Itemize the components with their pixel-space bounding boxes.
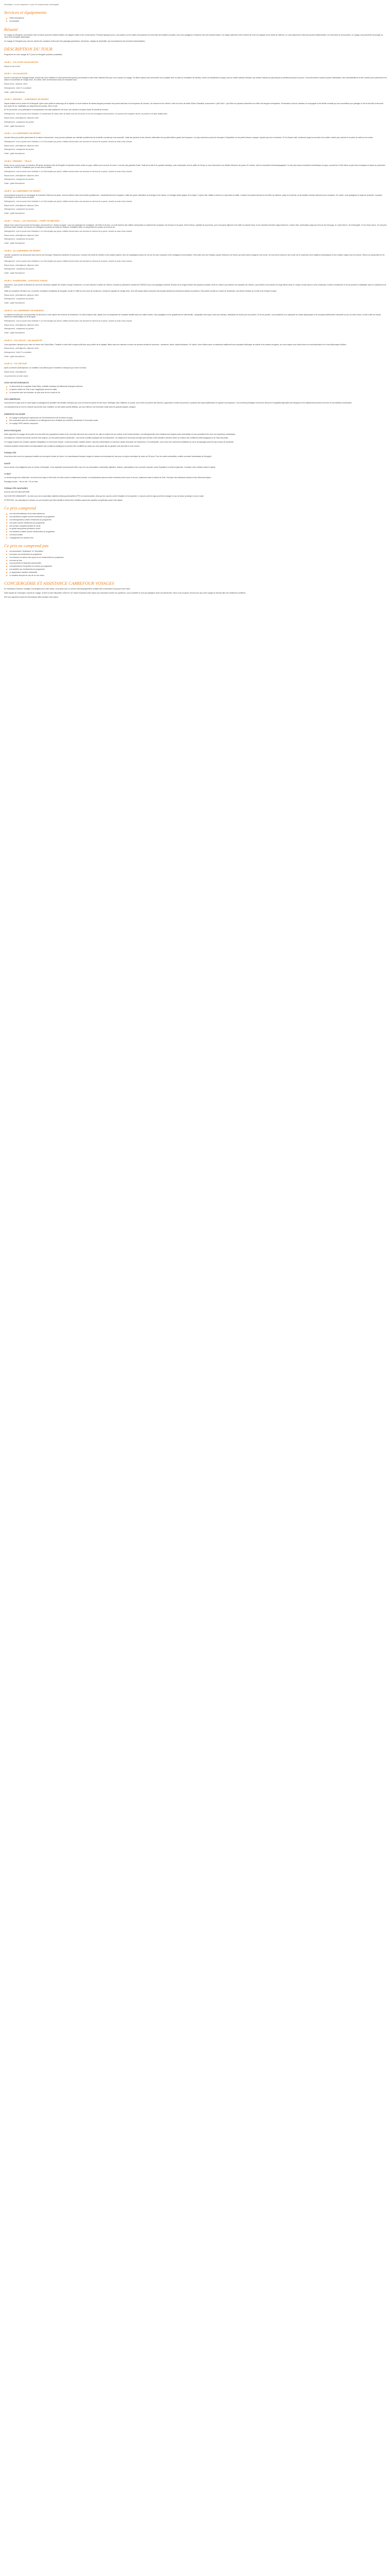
- day-meta: Guide : guide francophone: [4, 302, 25, 304]
- day-paragraph: Visite du monastère d'Erdene Zuu, le premier monastère bouddhiste de Mongolie, fondé en 1586 sur les ruines de Karakorum, l'ancienne capitale de Gengis Khan. Ses 108 stupas blancs entourent des temples abritant de précieuses statues et peintures. Découverte ensuite du musée de Kharkhorin, qui retrace l'histoire de la ville et de l'empire mongol.: [4, 290, 277, 292]
- sanitaires-heading: FORMALITÉS SANITAIRES: [4, 487, 28, 490]
- formalites-heading: FORMALITÉS: [4, 452, 17, 454]
- dimension-list: [4, 417, 387, 425]
- day-meta: Guide : guide francophone: [4, 332, 25, 334]
- list-item: Le fameux désert de Gobi et ses magnifiques dunes de sable: [9, 388, 387, 391]
- day-meta: Repas inclus : petit-déjeuner, déjeuner, dîner: [4, 204, 39, 207]
- day-meta: Repas inclus : petit-déjeuner, déjeuner, dîner: [4, 174, 39, 177]
- resume-paragraph: En voyage en Mongolie, reconnectez avec la nature parmi les vallées boisées, les steppes arides et les monts sacrés ! Pendant quelques jours, vous partirez sur les pistes chevauchant à la rencontre des familles nomades, dont vous partagerez l'existence hors des sentiers battus. Les étapes alternent entre le désert de Gobi, les steppes et les forêts de mélèzes, où vous séjournerez dans des yourtes traditionnelles. De rencontres en découvertes, ce voyage vous permettra de plonger au cœur de la Mongolie authentique.: [4, 33, 383, 39]
- list-item: L'encadrement et les guides non prévus au programme: [9, 565, 387, 567]
- day-meta: Guide : guide francophone: [4, 152, 25, 155]
- day-heading: JOUR 5 : ERDENET – TSUUJI: [4, 160, 31, 162]
- list-item: Les repas comme mentionnés au programme: [9, 522, 387, 524]
- services-list: [4, 17, 387, 22]
- climat-section: [4, 473, 387, 483]
- services-title: Services et équipements: [4, 10, 47, 15]
- day-block: [4, 250, 387, 275]
- dimension-heading: DIMENSION SOLIDAIRE: [4, 413, 25, 415]
- day-meta: Repas inclus : déjeuner, dîner: [4, 83, 27, 86]
- sante-section: [4, 463, 387, 468]
- list-item: Les hébergements comme mentionnés au programme: [9, 519, 387, 521]
- list-item: Les boissons en dehors des repas et non mentionnées au programme: [9, 556, 387, 558]
- resume-paragraph: Un voyage en Mongolie pour vivre au rythme des nomades et découvrir des paysages grandioses, immenses, chargés de spiritualité, qui vous laisseront des souvenirs impérissables.: [4, 40, 145, 42]
- day-heading: JOUR 7 : TSUUJI – LAC KHUVSGUL – FORÊT DE MÉLÈZES: [4, 219, 60, 222]
- day-paragraph: La matinée est libre pour vous permettre de découvrir à votre rythme les environs de Kharkhorin. En début d'après-midi, départ vers un campement de nomades installé dans une vallée voisine. Vous partagerez la vie quotidienne de cette famille : préparation des repas, soins aux animaux, fabrication du feutre pour les yourtes. En fin de journée, vous assisterez à un spectacle de chants diphoniques et de musique traditionnelle, interprété au son du morin khuur, la vièle à tête de cheval, instrument emblématique de la Mongolie.: [4, 313, 381, 318]
- list-item: Les transferts et trajets comme mentionnés au programme: [9, 516, 387, 518]
- conciergerie-paragraph: En choisissant Carrefour Voyages Conciergerie pour votre séjour, vous optez pour un service d'accompagnement complet dès la réservation et jusqu'à votre retour.: [4, 588, 131, 590]
- day-meta: Repas inclus : petit-déjeuner, déjeuner, dîner: [4, 324, 39, 326]
- day-meta: Hébergement : nuit en yourte chez l'habitant. Il ou 3 lits simples par yourte, toilettes sèches dans une structure en dehors de la yourte, douche au seau d'eau chaude.: [4, 230, 133, 232]
- day-heading: JOUR 11 : VOL KHOVD – OULAN-BATOR: [4, 339, 42, 342]
- day-block: [4, 363, 387, 377]
- inclus-section: [4, 505, 387, 539]
- day-heading: JOUR 10 : AU CAMPEMENT DE NOMADES: [4, 309, 44, 312]
- info-paragraph: Notre approche du voyage est de partir à la rencontre des populations locales et de vous faire découvrir leur mode de vie, dans le respect de leur culture et de l'environnement. Les hébergements chez l'habitant sont simples mais confortables et vous permettront de vivre une expérience authentique.: [4, 433, 236, 435]
- day-heading: JOUR 2 : OULAN-BATOR: [4, 73, 28, 75]
- list-item: Les frais de visa: [9, 560, 387, 562]
- inclus-list: [4, 513, 387, 539]
- day-meta: Hébergement : campement de yourtes: [4, 121, 34, 123]
- day-heading: JOUR 12 : VOL RETOUR: [4, 363, 27, 365]
- day-paragraph: Route vers le nord du pays, en direction d'Erdenet, deuxième ville de Mongolie et important centre minier du pays, célèbre pour sa mine de cuivre, l'une des plus grandes d'Asie. Visite de la ville et du quartier historique, puis continuation vers la vallée de Tsuuji, où vous retrouverez une famille d'éleveurs de yacks. En chemin, arrêt au monastère d'Amarbayasgalant, l'un des plus beaux ensembles bouddhiques du pays, construit au XVIIIe siècle au pied des montagnes et classé au patrimoine mondial de l'UNESCO. Installation pour la nuit chez la famille.: [4, 164, 386, 169]
- day-heading: JOUR 1 : VOL POUR OULAN-BATOR: [4, 61, 38, 63]
- day-block: [4, 98, 387, 127]
- sanitaires-paragraph: VACCINS RECOMMANDÉS : la mise à jour de la vaccination diphtérie-tétanos-poliomyélite (DTP) est recommandée, ainsi que les vaccins contre l'hépatite A et la typhoïde. Le vaccin contre la rage peut être envisagé en cas de séjour prolongé en zone rurale.: [4, 495, 204, 498]
- day-meta: Repas inclus : petit-déjeuner, déjeuner, dîner: [4, 264, 39, 266]
- day-meta: Hébergement : nuit en yourte chez l'habitant. Il ou 3 lits simples par yourte, toilettes sèches dans une structure en dehors de la yourte, douche au seau d'eau chaude.: [4, 170, 133, 173]
- day-block: [4, 61, 387, 67]
- immersion-heading: 100% IMMERSION: [4, 398, 20, 401]
- day-meta: Hébergement : nuit en yourte chez l'habitant. Il ou 3 lits simples par yourte, toilettes sèches dans une structure en dehors de la yourte, douche au seau d'eau chaude.: [4, 319, 133, 322]
- dimension-section: [4, 413, 387, 425]
- formalites-paragraph: Vous devez être muni d'un passeport valable six mois après la date de retour. Les ressortissants français, belges et suisses sont exemptés de visa pour un séjour touristique de moins de 30 jours. Pour les autres nationalités, veuillez consulter l'ambassade de Mongolie.: [4, 455, 212, 458]
- day-meta: Repas inclus : petit-déjeuner: [4, 371, 26, 374]
- day-block: [4, 190, 387, 215]
- sanitaires-paragraph: AUCUN VACCIN OBLIGATOIRE: [4, 491, 30, 494]
- list-item: Les repas non mentionnés au programme: [9, 553, 387, 555]
- days-list: [4, 61, 387, 378]
- day-meta: Repas inclus : petit-déjeuner, déjeuner, dîner: [4, 144, 39, 147]
- exclus-title: Ce prix ne comprend pas: [4, 543, 49, 549]
- list-item: Un voyage à petit groupe respectueux de l'environnement et de la culture du pays: [9, 417, 387, 419]
- day-block: [4, 73, 387, 93]
- day-meta: Hébergement : campement de yourtes: [4, 268, 34, 270]
- list-item: Les activités non mentionnées au programme: [9, 568, 387, 570]
- day-heading: JOUR 9 : KHARKHORIN – KHOVSGOL KHAAN: [4, 279, 47, 282]
- day-meta: Repas inclus : petit-déjeuner, déjeuner, dîner: [4, 347, 39, 350]
- day-paragraph: En fin de journée, vous participerez à la préparation d'un plat traditionnel, les buuz, des raviolis à la vapeur farcis de viande de mouton.: [4, 109, 109, 111]
- climat-paragraph: Décalage horaire : +6h en été, +7h en hiver.: [4, 481, 39, 483]
- list-item: Guide francophone: [9, 17, 387, 19]
- day-meta: Hébergement : hôtel 3* ou similaire: [4, 351, 31, 354]
- lieux-heading: LIEUX INCONTOURNABLES: [4, 382, 29, 384]
- breadcrumb[interactable]: Description / Le prix comprend / Le prix ne comprend pas Conciergerie: [4, 4, 59, 6]
- day-meta: Hébergement : nuit en yourte chez l'habitant. Il ou 3 lits simples par yourte, toilettes sèches dans une structure en dehors de la yourte, douche au seau d'eau chaude.: [4, 140, 133, 143]
- sante-heading: SANTÉ: [4, 462, 11, 465]
- sanitaires-paragraph: ATTENTION : les informations ci-dessus ne sont données qu'à titre indicatif et doivent être vérifiées auprès des autorités compétentes avant votre départ.: [4, 499, 123, 502]
- day-meta: Guide : guide francophone: [4, 355, 25, 358]
- day-block: [4, 220, 387, 245]
- list-item: Les taxes locales: [9, 534, 387, 536]
- day-meta: Hébergement : nuit en yourte chez l'habitant. Ce campement de désert offre de belles vues sur les dunes et sur les montagnes environnantes. Les yourtes sont équipées de lits, de poêles et de tapis traditionnels.: [4, 113, 168, 115]
- day-meta: Hébergement : campement de yourtes: [4, 298, 34, 300]
- list-item: La découverte de la capitale Oulan-Bator, véritable mosaïque de bâtiments d'époques diverses: [9, 385, 387, 387]
- lieux-list: [4, 385, 387, 394]
- list-item: Une pension complète pendant le circuit: [9, 525, 387, 527]
- day-heading: JOUR 3 : ERDENET – CAMPEMENT DE DÉSERT: [4, 98, 49, 101]
- day-paragraph: Départ matinal vers le centre de la Mongolie. Après avoir quitté les faubourgs de la capitale, la route traverse de vastes steppes ponctuées de yourtes blanches et de troupeaux de chevaux, de moutons et de chèvres. Arrêt à la dune de sable d'Elsen Tasarkhai, surnommée « petit Gobi », qui s'étire sur plusieurs kilomètres au milieu des steppes verdoyantes. Promenade à dos de chameau en compagnie d'une famille nomade qui vous accueillera pour partager le thé au lait salé et découvrir leur mode de vie. Installation au campement de yourtes, dîner et nuit.: [4, 103, 384, 107]
- list-item: Les vols internationaux et les taxes aériennes: [9, 513, 387, 515]
- day-heading: JOUR 4 : AU CAMPEMENT DE DÉSERT: [4, 132, 41, 135]
- conciergerie-title: CONCIERGERIE ET ASSISTANCE CARREFOUR VOYAGES: [4, 581, 115, 586]
- exclus-section: [4, 543, 387, 577]
- day-meta: Hébergement : hôtel 3* ou similaire: [4, 87, 31, 90]
- day-paragraph: Journée libre pour profiter pleinement de la nature environnante. Vous pourrez participer aux activités quotidiennes de la famille nomade qui vous accueille : traite des juments et des chèvres, fabrication des produits laitiers, garde des troupeaux. Les plus aventureux pourront s'essayer à l'équitation sur les petits chevaux mongols, réputés pour leur endurance. En fin d'après-midi, randonnée jusqu'au sommet d'une colline voisine pour admirer le coucher du soleil sur les dunes.: [4, 137, 373, 139]
- immersion-paragraph: Vous pensez le pays sous un autre angle en partageant le quotidien des familles nomades qui vous ouvriront les portes de leur foyer. Hébergés chez l'habitant, en yourte, vous vivrez au rythme des éleveurs, apprendrez à traire les juments, à préparer les repas traditionnels et à garder les troupeaux. Ces moments privilégiés vous feront découvrir l'hospitalité légendaire des Mongols et leur attachement profond à la terre et aux traditions ancestrales.: [4, 402, 352, 404]
- conciergerie-paragraph: Notre équipe de concierges, experts du voyage, se tient à votre disposition 24h/24 et 7j/7 avant et pendant votre séjour pour répondre à toutes vos questions, vous conseiller et vous accompagner dans vos démarches. Nous nous occupons de tout pour que votre voyage se déroule dans les meilleures conditions.: [4, 591, 246, 594]
- day-meta: Guide : guide francophone: [4, 272, 25, 275]
- day-meta: Hébergement : campement de yourtes: [4, 208, 34, 211]
- day-meta: Hébergement : campement de yourtes: [4, 148, 34, 151]
- day-meta: Repas inclus : petit-déjeuner, déjeuner, dîner: [4, 294, 39, 296]
- list-item: Conciergerie: [9, 20, 387, 22]
- climat-paragraph: Le climat mongol est continental : les hivers sont longs et très froids, les étés courts et relativement chauds. Les températures peuvent varier fortement entre le jour et la nuit, notamment dans le désert de Gobi. Prévoyez des vêtements chauds et des vêtements légers.: [4, 477, 211, 479]
- list-item: Les pourboires et dépenses personnelles: [9, 562, 387, 564]
- formalites-section: [4, 452, 387, 457]
- day-meta: Guide : guide francophone: [4, 125, 25, 127]
- conciergerie-section: [4, 581, 387, 598]
- list-item: Un voyage 100% carbone compensé: [9, 422, 387, 425]
- list-item: Des rencontres avec les nomades et un hébergement chez l'habitant qui contribue directement à l'économie locale: [9, 419, 387, 421]
- list-item: Un guide francophone pendant le circuit: [9, 528, 387, 530]
- immersion-section: [4, 398, 387, 408]
- sante-paragraph: Aucun vaccin n'est obligatoire pour se rendre en Mongolie. Il est cependant recommandé d'être à jour de vos vaccinations universelles (diphtérie, tétanos, poliomyélite) et de vous faire vacciner contre l'hépatite A et la fièvre typhoïde. Consultez votre médecin avant le départ.: [4, 466, 216, 468]
- exclus-list: [4, 550, 387, 577]
- day-block: [4, 132, 387, 155]
- day-meta: Repas inclus : petit-déjeuner, déjeuner, dîner: [4, 234, 39, 236]
- day-meta: Guide : guide francophone: [4, 91, 25, 93]
- info-paragraph: Les étapes en véhicule tout-terrain peuvent être longues, sur des pistes parfois cahoteuses ; une bonne condition physique est recommandée. Les distances et les temps de trajet sont donnés à titre indicatif et peuvent varier en fonction des conditions météorologiques et de l'état des pistes.: [4, 437, 229, 439]
- day-meta: Guide : guide francophone: [4, 212, 25, 215]
- day-block: [4, 340, 387, 358]
- day-meta: Hébergement : nuit en yourte chez l'habitant. Il ou 3 lits simples par yourte, toilettes sèches dans une structure en dehors de la yourte, douche au seau d'eau chaude.: [4, 200, 133, 202]
- climat-heading: CLIMAT: [4, 473, 11, 476]
- day-meta: Hébergement : campement de yourtes: [4, 178, 34, 181]
- day-heading: JOUR 6 : AU CAMPEMENT DE DÉSERT: [4, 190, 41, 192]
- day-meta: Hébergement : campement de yourtes: [4, 328, 34, 330]
- day-meta: Repas inclus : petit-déjeuner, déjeuner, dîner: [4, 117, 39, 120]
- list-item: L'engagement de carbone zéro: [9, 537, 387, 539]
- day-meta: Repas et nuit à bord.: [4, 65, 21, 67]
- list-item: Les activités et visites comme mentionnées au programme: [9, 531, 387, 533]
- programme-intro: Programme de votre voyage de 21 jours en Mongolie (autotours possibles): [4, 54, 62, 56]
- info-section: [4, 430, 387, 448]
- day-paragraph: Arrivée à l'aéroport de Chinggis Khaan. Accueil par votre chauffeur et votre guide francophone puis transfert à votre hôtel. Matinée libre pour vous reposer du voyage. En début d'après-midi, découverte de la capitale avec la visite du monastère de Gandan, centre du bouddhisme mongol, puis du musée national d'histoire, qui retrace l'histoire du pays depuis la préhistoire jusqu'à nos jours. Vous découvrirez ensuite la place Sukhbaatar, cœur administratif de la ville, bordée par le parlement et la statue monumentale de Gengis Khan. En soirée, dîner de bienvenue dans un restaurant local.: [4, 77, 387, 81]
- programme-title: DESCRIPTION DU TOUR: [4, 46, 53, 52]
- day-paragraph: Vous passerez la journée en compagnie de la famille d'éleveurs de yacks. Vous les aiderez dans leurs tâches quotidiennes : rassemblement des troupeaux, traite des yacks, fabrication du fromage et de l'aaruul, un fromage séché typique de la région. L'après-midi, balade à cheval ou à pied dans la vallée, à travers les prairies fleuries et les forêts de mélèzes, jusqu'à un petit lac où les familles viennent abreuver leurs troupeaux. En soirée, vous partagerez le repas de la famille, l'occasion d'échanges et de rires autour du poêle.: [4, 194, 383, 199]
- day-paragraph: Vous rejoindrez l'aéroport pour votre vol retour vers Oulan-Bator. Transfert à votre hôtel et après-midi libre pour profiter de la capitale, flâner dans ses marchés ou faire vos derniers achats de souvenirs : cachemire, feutre, objets artisanaux. En soirée, dîner d'adieu dans un restaurant traditionnel avec spectacle folklorique de chants et de danses mongoles, au cours duquel vous découvrirez les contorsionnistes et le chant diphonique khöömii.: [4, 343, 347, 346]
- day-block: [4, 280, 387, 304]
- info-heading: INFOS PRATIQUES: [4, 429, 21, 432]
- inclus-title: Ce prix comprend: [4, 505, 36, 511]
- immersion-paragraph: Les déplacements se font en véhicule tout-terrain avec chauffeur sur des pistes parfois difficiles, qui vous offriront une immersion totale dans les grands espaces mongols.: [4, 406, 136, 409]
- info-paragraph: Ce voyage requiert une certaine capacité d'adaptation et d'ouverture d'esprit : confort sommaire, toilettes sèches, douches rudimentaires et nourriture simple font partie de l'expérience. En contrepartie, vous vivrez des moments inoubliables au cœur de paysages parmi les plus beaux de la planète.: [4, 441, 234, 444]
- day-meta: Guide : guide francophone: [4, 182, 25, 185]
- lieux-section: [4, 382, 387, 394]
- day-heading: JOUR 8 : AU CAMPEMENT DE DÉSERT: [4, 249, 41, 252]
- resume-title: Résumé: [4, 26, 18, 32]
- day-meta: Hébergement : nuit en yourte chez l'habitant. Il ou 3 lits simples par yourte, toilettes sèches dans une structure en dehors de la yourte, douche au seau d'eau chaude.: [4, 260, 133, 262]
- day-paragraph: Après un dernier petit-déjeuner, un chauffeur vous attend pour le transfert à l'aéroport pour votre vol retour.: [4, 367, 87, 369]
- list-item: La rencontre avec les nomades, au plus près de leur mode de vie: [9, 392, 387, 394]
- resume-section: [4, 27, 387, 43]
- day-meta: Hébergement : campement de yourtes: [4, 238, 34, 241]
- day-paragraph: Aujourd'hui, vous prenez la direction du sud et de l'ancienne capitale de l'empire mongol, Kharkhorin. La route traverse la vallée de l'Orkhon, inscrite au patrimoine mondial de l'UNESCO pour ses paysages culturels, témoins de la longue histoire des peuples nomades. Arrêt en chemin pour admirer les cascades de l'Orkhon, qui tombent d'une hauteur de vingt mètres dans un canyon creusé dans la roche volcanique. Arrivée à Kharkhorin en fin de journée et installation dans un campement de yourtes.: [4, 283, 386, 289]
- day-meta: Les points forts de votre circuit :: [4, 375, 29, 378]
- list-item: Les assurances "Assistance" et "Annulation": [9, 550, 387, 552]
- sanitaires-section: [4, 487, 387, 501]
- day-paragraph: Journée consacrée à la découverte des rives du lac Khuvsgul. Randonnée pédestre le long du lac, à travers les forêts de mélèzes et les prairies alpines, avec de magnifiques points de vue sur les eaux turquoise et les montagnes environnantes. Rencontre avec les Tsaatan, peuple d'éleveurs de rennes qui vivent dans la taïga au nord du lac. Ils vous feront découvrir leur mode de vie ancestral, leurs traditions chamaniques et leur relation unique avec les rennes. Retour au campement en fin de journée.: [4, 253, 385, 259]
- info-paragraph: Certaines activités mentionnées sont dépendantes des conditions climatiques et peuvent être modifiées sur place par votre guide afin de garantir votre sécurité et votre confort.: [4, 445, 140, 448]
- list-item: Le transfert aéroport en cas de vol non inclus: [9, 574, 387, 577]
- programme-section: [4, 46, 387, 377]
- day-block: [4, 160, 387, 185]
- conciergerie-paragraph: Elle vous apportera toutes les informations utiles pendant votre séjour.: [4, 596, 59, 598]
- day-meta: Guide : guide francophone: [4, 242, 25, 245]
- services-section: [4, 10, 387, 22]
- day-paragraph: Départ vers l'ouest et la province de Khuvsgul, surnommée la « Suisse mongole » pour ses paysages de montagnes, de forêts et de lacs. La route traverse des vallées verdoyantes où paissent des troupeaux de chevaux et de yacks. Arrêt à Murun, capitale de la province, pour une pause déjeuner et la visite du marché local, où les nomades viennent s'approvisionner. L'après-midi, continuation jusqu'aux rives du lac Khuvsgul, la « perle bleue » de la Mongolie. Ce lac d'eau douce, l'un des plus profonds d'Asie centrale, est entouré de montagnes couvertes de forêts de mélèzes. Installation dans un campement de yourtes au bord du lac.: [4, 224, 387, 229]
- list-item: Le supplément chambre individuelle: [9, 571, 387, 573]
- day-block: [4, 310, 387, 334]
